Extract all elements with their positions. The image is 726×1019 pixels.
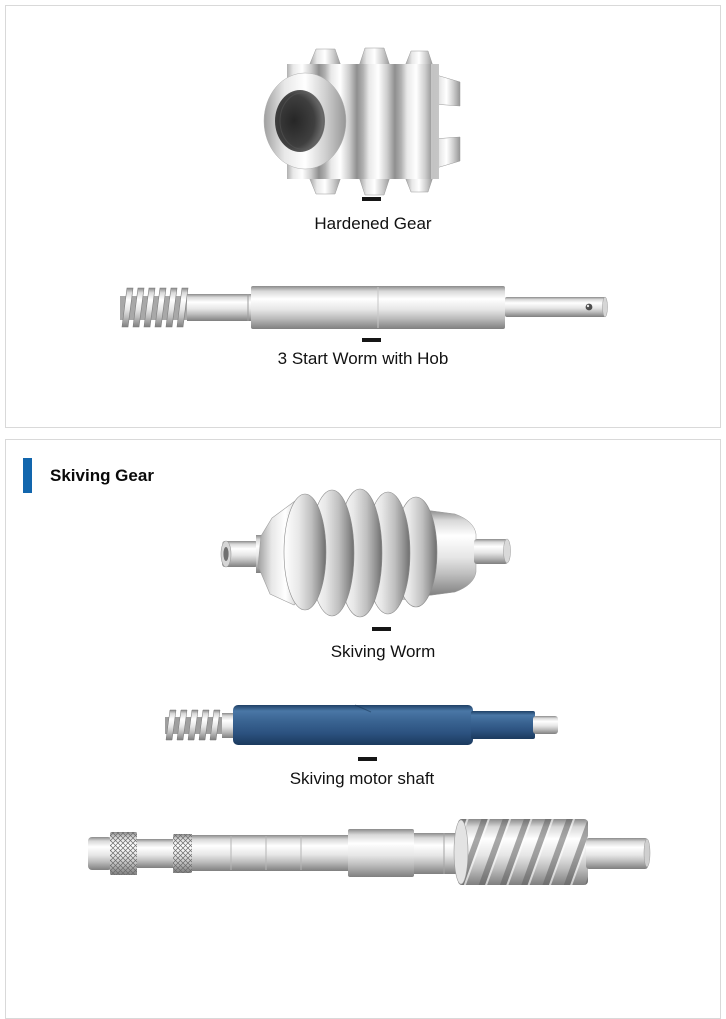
- skiving-worm-image: [220, 488, 510, 618]
- dash-separator: [362, 197, 381, 201]
- product-label: Skiving Worm: [330, 642, 436, 661]
- skiving-motor-shaft-image: [165, 704, 560, 746]
- hardened-gear-image: [253, 44, 468, 199]
- product-label: Skiving motor shaft: [289, 769, 435, 788]
- product-label: 3 Start Worm with Hob: [277, 349, 449, 368]
- worm-with-hob-image: [118, 283, 610, 331]
- skiving-pinion-shaft-image: [88, 818, 653, 888]
- section-accent-bar: [23, 458, 32, 493]
- product-label: Hardened Gear: [314, 214, 432, 233]
- dash-separator: [372, 627, 391, 631]
- dash-separator: [362, 338, 381, 342]
- section-title: Skiving Gear: [50, 466, 154, 485]
- dash-separator: [358, 757, 377, 761]
